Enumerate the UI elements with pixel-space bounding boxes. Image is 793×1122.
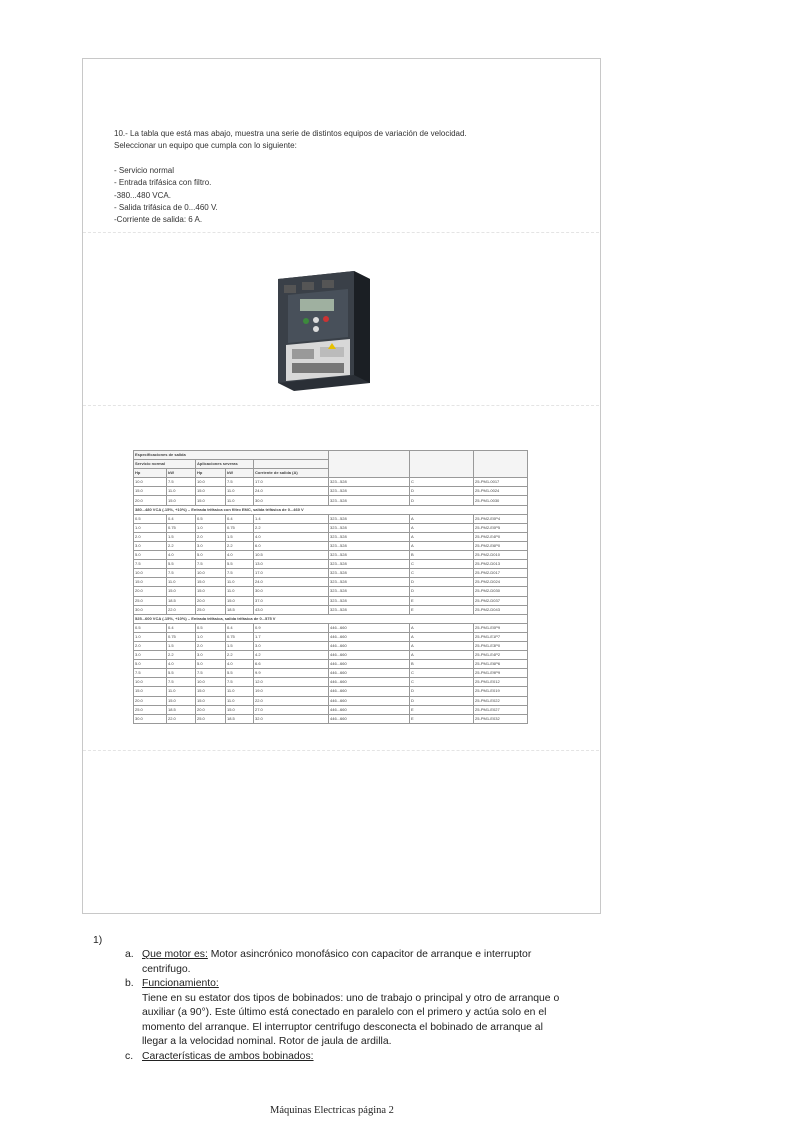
table-cell: 22.0 xyxy=(167,605,196,614)
table-cell: 3.0 xyxy=(196,541,226,550)
table-cell: 446...660 xyxy=(329,660,410,669)
table-cell: 4.0 xyxy=(167,551,196,560)
table-cell: B xyxy=(410,660,474,669)
item-marker: c. xyxy=(125,1050,134,1062)
table-cell: 5.0 xyxy=(196,551,226,560)
table-row xyxy=(134,551,528,560)
table-cell: 323...528 xyxy=(329,487,410,496)
table-cell: 15.0 xyxy=(134,687,167,696)
item-c-label: Características de ambos bobinados: xyxy=(142,1050,314,1062)
table-cell: 4.0 xyxy=(254,532,329,541)
table-cell: 18.5 xyxy=(167,705,196,714)
table-cell: A xyxy=(410,523,474,532)
table-cell: 32.0 xyxy=(254,714,329,723)
table-cell: 3.0 xyxy=(134,651,167,660)
table-cell: 7.5 xyxy=(167,678,196,687)
column-header: Hp xyxy=(196,469,226,478)
table-cell: 446...660 xyxy=(329,714,410,723)
table-cell: 25.0 xyxy=(134,596,167,605)
table-cell: C xyxy=(410,678,474,687)
table-cell: 1.7 xyxy=(254,632,329,641)
table-cell: A xyxy=(410,532,474,541)
table-row xyxy=(134,623,528,632)
table-cell: D xyxy=(410,587,474,596)
table-cell: 323...528 xyxy=(329,578,410,587)
table-row xyxy=(134,541,528,550)
table-cell: 1.5 xyxy=(226,532,254,541)
header-severe: Aplicaciones severas xyxy=(196,460,254,469)
table-cell: 0.75 xyxy=(167,632,196,641)
table-cell: 2.0 xyxy=(134,641,167,650)
table-cell: 15.0 xyxy=(134,578,167,587)
table-cell: 25.0 xyxy=(196,714,226,723)
table-cell: 446...660 xyxy=(329,651,410,660)
table-cell: 15.0 xyxy=(167,496,196,505)
table-row xyxy=(134,478,528,487)
table-row xyxy=(134,496,528,505)
divider xyxy=(83,405,599,406)
table-row xyxy=(134,523,528,532)
table-cell: 1.5 xyxy=(167,641,196,650)
table-cell: 7.5 xyxy=(134,669,167,678)
table-cell: 17.0 xyxy=(254,478,329,487)
column-header: kW xyxy=(226,469,254,478)
table-cell: 446...660 xyxy=(329,696,410,705)
table-cell: 1.0 xyxy=(134,523,167,532)
table-cell: 25-PM2-D037 xyxy=(474,596,528,605)
table-cell: 22.0 xyxy=(167,714,196,723)
requirement: - Entrada trifásica con filtro. xyxy=(114,178,212,188)
drive-device-image xyxy=(258,265,376,393)
table-cell: 0.4 xyxy=(226,514,254,523)
table-cell: 10.0 xyxy=(134,678,167,687)
item-marker: b. xyxy=(125,978,134,989)
table-cell: 3.0 xyxy=(134,541,167,550)
table-row xyxy=(134,487,528,496)
table-cell: 25-PM2-D017 xyxy=(474,569,528,578)
table-row xyxy=(134,705,528,714)
table-cell: E xyxy=(410,596,474,605)
table-cell: 323...528 xyxy=(329,478,410,487)
table-cell: 25-PM1-E022 xyxy=(474,696,528,705)
table-cell: 6.0 xyxy=(254,541,329,550)
table-cell: 1.0 xyxy=(196,523,226,532)
header-normal-service: Servicio normal xyxy=(134,460,196,469)
table-cell: 11.0 xyxy=(226,496,254,505)
table-cell: 15.0 xyxy=(167,587,196,596)
table-cell: 5.0 xyxy=(196,660,226,669)
table-cell: 43.0 xyxy=(254,605,329,614)
table-cell: 25-PM1-E032 xyxy=(474,714,528,723)
table-cell: 15.0 xyxy=(196,578,226,587)
answer-number: 1) xyxy=(93,935,103,946)
table-cell: 4.0 xyxy=(167,660,196,669)
table-cell: 5.5 xyxy=(167,560,196,569)
table-cell: 15.0 xyxy=(226,705,254,714)
table-cell: 15.0 xyxy=(196,496,226,505)
table-cell: 4.0 xyxy=(226,551,254,560)
table-cell: 15.0 xyxy=(134,487,167,496)
table-cell: 5.0 xyxy=(134,551,167,560)
table-cell: D xyxy=(410,496,474,505)
table-row xyxy=(134,651,528,660)
table-cell: 446...660 xyxy=(329,641,410,650)
item-a-text: Motor asincrónico monofásico con capacitor de arranque e interruptor xyxy=(207,949,532,960)
table-cell: 0.5 xyxy=(196,514,226,523)
table-cell: D xyxy=(410,687,474,696)
table-cell: 0.5 xyxy=(134,623,167,632)
table-cell: 1.5 xyxy=(226,641,254,650)
table-cell: 30.0 xyxy=(134,714,167,723)
table-row xyxy=(134,605,528,614)
table-cell: E xyxy=(410,714,474,723)
section-row xyxy=(134,614,528,623)
table-cell: 25-PM2-E0P4 xyxy=(474,514,528,523)
table-row xyxy=(134,669,528,678)
table-cell: 10.0 xyxy=(134,569,167,578)
table-cell: 3.0 xyxy=(254,641,329,650)
table-cell: 20.0 xyxy=(134,496,167,505)
table-cell: 25-PM1-E012 xyxy=(474,678,528,687)
table-row xyxy=(134,514,528,523)
table-row xyxy=(134,678,528,687)
table-cell: 25-PM2-D024 xyxy=(474,578,528,587)
table-cell: 446...660 xyxy=(329,669,410,678)
table-cell: 0.9 xyxy=(254,623,329,632)
table-cell: A xyxy=(410,651,474,660)
table-cell: 10.0 xyxy=(196,678,226,687)
table-cell: 323...528 xyxy=(329,605,410,614)
table-cell: 0.4 xyxy=(226,623,254,632)
table-cell: D xyxy=(410,696,474,705)
requirement: -Corriente de salida: 6 A. xyxy=(114,215,203,225)
table-cell: C xyxy=(410,669,474,678)
divider xyxy=(83,750,599,751)
table-cell: 11.0 xyxy=(226,687,254,696)
table-cell: 15.0 xyxy=(196,687,226,696)
question-title: 10.- La tabla que está mas abajo, muestra una serie de distintos equipos de variación de velocidad. xyxy=(114,129,467,138)
table-row xyxy=(134,569,528,578)
table-cell: 5.5 xyxy=(226,560,254,569)
item-b-line: momento del arranque. El interruptor centrifugo desconecta el bobinado de arranque al xyxy=(142,1021,543,1033)
drive-spec-table xyxy=(133,450,528,724)
table-cell: 11.0 xyxy=(226,696,254,705)
table-cell: E xyxy=(410,705,474,714)
table-cell: 1.4 xyxy=(254,514,329,523)
table-row xyxy=(134,660,528,669)
table-row xyxy=(134,696,528,705)
table-cell: 30.0 xyxy=(134,605,167,614)
table-cell: 25-PM1-E3P0 xyxy=(474,641,528,650)
table-cell: 13.0 xyxy=(254,560,329,569)
table-cell: 5.5 xyxy=(167,669,196,678)
question-block xyxy=(114,128,467,227)
table-cell: 25-PM1-E0P9 xyxy=(474,623,528,632)
table-cell: 323...528 xyxy=(329,514,410,523)
table-cell: 25-PM1-E9P9 xyxy=(474,669,528,678)
table-cell: 24.0 xyxy=(254,487,329,496)
table-row xyxy=(134,687,528,696)
table-row xyxy=(134,596,528,605)
table-cell: 446...660 xyxy=(329,678,410,687)
table-cell: 446...660 xyxy=(329,632,410,641)
item-a-text-cont: centrifugo. xyxy=(142,963,191,975)
section-title: 380...480 VCA (-15%, +10%) – Entrada trifásica con filtro EMC, salida trifásica de 0...460 V xyxy=(134,505,528,514)
table-cell: 2.2 xyxy=(167,541,196,550)
table-row xyxy=(134,532,528,541)
requirement: - Servicio normal xyxy=(114,165,175,175)
table-cell: 27.0 xyxy=(254,705,329,714)
column-header: kW xyxy=(167,469,196,478)
table-row xyxy=(134,641,528,650)
table-cell: 25-PM1-E4P2 xyxy=(474,651,528,660)
table-cell: 30.0 xyxy=(254,587,329,596)
table-cell: 25-PM2-E4P0 xyxy=(474,532,528,541)
requirement: - Salida trifásica de 0...460 V. xyxy=(114,203,218,213)
table-cell: 7.5 xyxy=(196,560,226,569)
table-cell: 18.5 xyxy=(226,714,254,723)
table-row xyxy=(134,632,528,641)
table-cell: 323...528 xyxy=(329,523,410,532)
table-cell: 323...528 xyxy=(329,596,410,605)
table-cell: 10.5 xyxy=(254,551,329,560)
page-footer: Máquinas Electricas página 2 xyxy=(270,1105,394,1116)
table-cell: 2.0 xyxy=(196,532,226,541)
table-cell: 323...528 xyxy=(329,560,410,569)
divider xyxy=(83,232,599,233)
table-row xyxy=(134,714,528,723)
table-cell: D xyxy=(410,578,474,587)
table-cell: 25.0 xyxy=(134,705,167,714)
column-header: Hp xyxy=(134,469,167,478)
table-cell: A xyxy=(410,541,474,550)
table-cell: 25-PM2-D010 xyxy=(474,551,528,560)
table-cell: 15.0 xyxy=(196,487,226,496)
table-cell: 6.6 xyxy=(254,660,329,669)
table-cell: 17.0 xyxy=(254,569,329,578)
table-cell: 323...528 xyxy=(329,551,410,560)
table-cell: 2.2 xyxy=(226,541,254,550)
column-header: Corriente de salida (A) xyxy=(254,469,329,478)
table-cell: 2.2 xyxy=(226,651,254,660)
table-cell: 25-PM1-0030 xyxy=(474,496,528,505)
table-cell: 19.0 xyxy=(254,687,329,696)
table-cell: 12.0 xyxy=(254,678,329,687)
table-cell: 0.75 xyxy=(226,523,254,532)
table-cell: 7.5 xyxy=(167,478,196,487)
table-cell: A xyxy=(410,641,474,650)
table-cell: 25.0 xyxy=(196,605,226,614)
table-cell: 0.5 xyxy=(134,514,167,523)
table-cell: 37.0 xyxy=(254,596,329,605)
item-b-line: llegar a la velocidad nominal. Rotor de jaula de ardilla. xyxy=(142,1036,392,1047)
table-cell: 5.5 xyxy=(226,669,254,678)
table-cell: 20.0 xyxy=(134,587,167,596)
item-b-line: auxiliar (a 90°). Este último está conectado en paralelo con el primero y actúa solo en el xyxy=(142,1007,547,1018)
table-cell: 25-PM1-0017 xyxy=(474,478,528,487)
table-cell: 1.0 xyxy=(134,632,167,641)
table-cell: 20.0 xyxy=(196,705,226,714)
table-cell: 1.5 xyxy=(167,532,196,541)
table-cell: 0.5 xyxy=(196,623,226,632)
table-cell: 0.4 xyxy=(167,514,196,523)
table-row xyxy=(134,587,528,596)
table-cell: D xyxy=(410,487,474,496)
table-cell: 15.0 xyxy=(226,596,254,605)
table-cell: 20.0 xyxy=(134,696,167,705)
table-cell: 20.0 xyxy=(196,596,226,605)
table-cell: 18.5 xyxy=(167,596,196,605)
table-cell: 10.0 xyxy=(196,569,226,578)
table-cell: 2.2 xyxy=(167,651,196,660)
table-cell: 11.0 xyxy=(167,487,196,496)
header-output-specs: Especificaciones de salida xyxy=(134,451,329,460)
section-row xyxy=(134,505,528,514)
table-cell: 2.2 xyxy=(254,523,329,532)
table-cell: 9.9 xyxy=(254,669,329,678)
item-b-label: Funcionamiento: xyxy=(142,978,219,989)
table-cell: 323...528 xyxy=(329,541,410,550)
table-cell: 0.4 xyxy=(167,623,196,632)
table-cell: 25-PM2-D013 xyxy=(474,560,528,569)
table-row xyxy=(134,578,528,587)
table-cell: 7.5 xyxy=(196,669,226,678)
table-cell: 22.0 xyxy=(254,696,329,705)
table-cell: 446...660 xyxy=(329,623,410,632)
table-cell: 11.0 xyxy=(226,587,254,596)
table-cell: A xyxy=(410,514,474,523)
table-cell: 25-PM1-E1P7 xyxy=(474,632,528,641)
item-a-label: Que motor es: xyxy=(142,949,208,960)
table-cell: 10.0 xyxy=(196,478,226,487)
requirement: -380...480 VCA. xyxy=(114,190,171,200)
table-cell: 323...528 xyxy=(329,587,410,596)
table-cell: 2.0 xyxy=(134,532,167,541)
table-cell: 30.0 xyxy=(254,496,329,505)
table-cell: B xyxy=(410,551,474,560)
table-cell: 5.0 xyxy=(134,660,167,669)
item-marker: a. xyxy=(125,949,134,960)
table-cell: A xyxy=(410,632,474,641)
table-cell: 0.75 xyxy=(226,632,254,641)
table-cell: 7.5 xyxy=(226,478,254,487)
table-cell: 7.5 xyxy=(134,560,167,569)
table-cell: 4.2 xyxy=(254,651,329,660)
table-cell: 323...528 xyxy=(329,532,410,541)
table-cell: 18.5 xyxy=(226,605,254,614)
table-row xyxy=(134,560,528,569)
table-cell: 11.0 xyxy=(167,687,196,696)
table-cell: E xyxy=(410,605,474,614)
table-cell: 15.0 xyxy=(196,696,226,705)
table-cell: 323...528 xyxy=(329,569,410,578)
table-cell: 25-PM2-E0P5 xyxy=(474,523,528,532)
table-cell: 15.0 xyxy=(167,696,196,705)
table-cell: 7.5 xyxy=(167,569,196,578)
table-cell: 2.0 xyxy=(196,641,226,650)
table-cell: 446...660 xyxy=(329,687,410,696)
table-cell: 7.5 xyxy=(226,569,254,578)
table-cell: 25-PM2-D043 xyxy=(474,605,528,614)
table-cell: 25-PM1-E6P6 xyxy=(474,660,528,669)
table-cell: 25-PM1-E027 xyxy=(474,705,528,714)
table-cell: 25-PM2-E6P0 xyxy=(474,541,528,550)
table-cell: 11.0 xyxy=(226,487,254,496)
table-cell: 0.75 xyxy=(167,523,196,532)
table-cell: 323...528 xyxy=(329,496,410,505)
item-b-line: Tiene en su estator dos tipos de bobinados: uno de trabajo o principal y otro de arranque o xyxy=(142,992,560,1004)
table-cell: 15.0 xyxy=(196,587,226,596)
table-cell: A xyxy=(410,623,474,632)
table-cell: 10.0 xyxy=(134,478,167,487)
table-cell: C xyxy=(410,569,474,578)
table-cell: 24.0 xyxy=(254,578,329,587)
table-cell: 1.0 xyxy=(196,632,226,641)
table-cell: C xyxy=(410,478,474,487)
table-cell: 3.0 xyxy=(196,651,226,660)
table-cell: 25-PM2-D030 xyxy=(474,587,528,596)
section-title: 525...600 VCA (-15%, +10%) – Entrada trifásica, salida trifásica de 0...575 V xyxy=(134,614,528,623)
table-cell: 11.0 xyxy=(167,578,196,587)
table-cell: 7.5 xyxy=(226,678,254,687)
table-cell: 11.0 xyxy=(226,578,254,587)
table-cell: C xyxy=(410,560,474,569)
table-cell: 4.0 xyxy=(226,660,254,669)
question-subtitle: Seleccionar un equipo que cumpla con lo siguiente: xyxy=(114,141,297,151)
table-cell: 446...660 xyxy=(329,705,410,714)
table-cell: 25-PM1-E019 xyxy=(474,687,528,696)
table-cell: 25-PM1-0024 xyxy=(474,487,528,496)
